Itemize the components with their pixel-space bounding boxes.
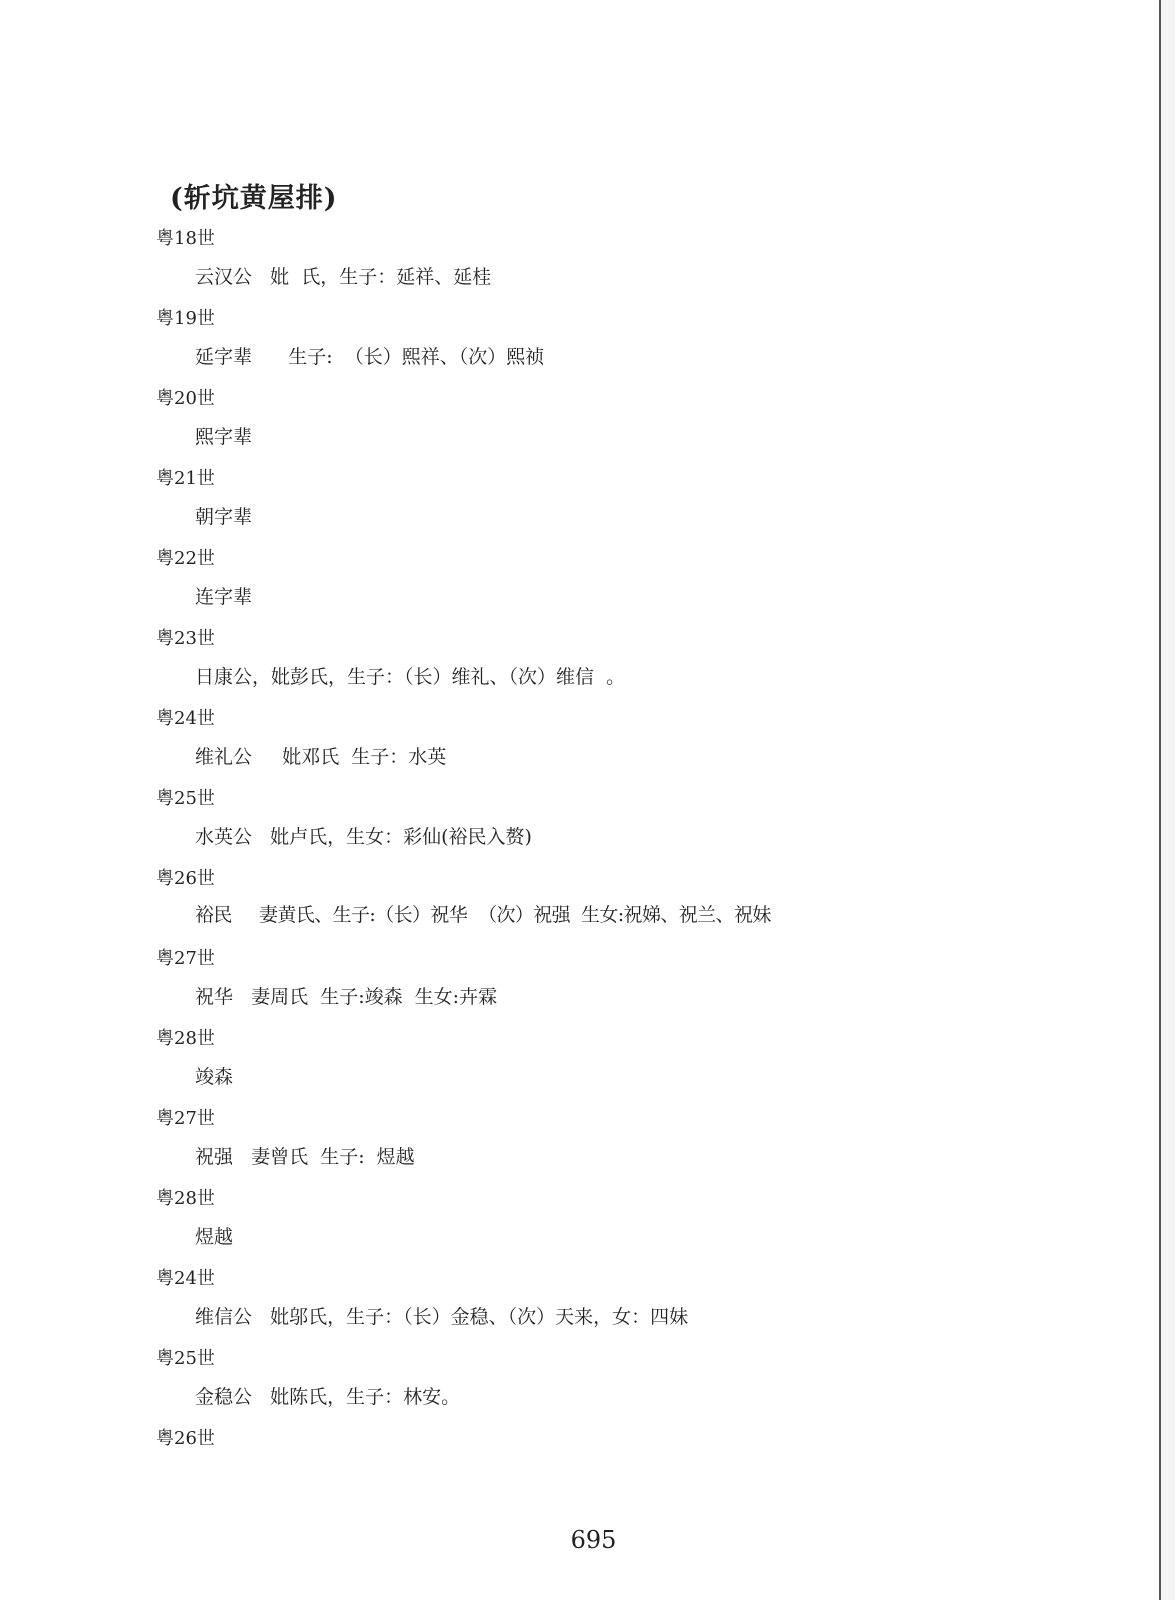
genealogy-entry: 竣森 [195,1066,234,1088]
genealogy-entry: 祝华 妻周氏 生子:竣森 生女:卉霖 [195,986,498,1008]
generation-label: 粤28世 [156,1188,215,1209]
generation-label: 粤24世 [156,708,215,729]
generation-label: 粤18世 [156,228,215,249]
generation-label: 粤22世 [156,548,215,569]
genealogy-entry: 维礼公 妣邓氏 生子：水英 [195,746,447,768]
generation-label: 粤21世 [156,468,215,489]
generation-label: 粤25世 [156,1348,215,1369]
genealogy-entry: 祝强 妻曾氏 生子: 煜越 [195,1146,415,1168]
page-edge [1159,0,1161,1600]
genealogy-entry: 熙字辈 [195,426,253,448]
genealogy-entry: 云汉公 妣 氏，生子：延祥、延桂 [195,266,492,288]
generation-label: 粤27世 [156,1108,215,1129]
generation-label: 粤27世 [156,948,215,969]
page-number: 695 [570,1526,617,1554]
section-title: (斩坑黄屋排) [170,183,338,214]
generation-label: 粤19世 [156,308,215,329]
genealogy-entry: 水英公 妣卢氏，生女：彩仙(裕民入赘) [195,826,532,848]
genealogy-entry: 朝字辈 [195,506,253,528]
generation-label: 粤25世 [156,788,215,809]
generation-label: 粤28世 [156,1028,215,1049]
genealogy-entry: 金稳公 妣陈氏，生子：林安。 [195,1386,461,1408]
generation-label: 粤26世 [156,1428,215,1449]
genealogy-entry: 连字辈 [195,586,253,608]
generation-label: 粤26世 [156,868,215,889]
genealogy-entry: 延字辈 生子: （长）熙祥、（次）熙祯 [195,346,545,368]
generation-label: 粤23世 [156,628,215,649]
generation-label: 粤20世 [156,388,215,409]
page-edge-shadow [1161,0,1175,1600]
genealogy-entry: 裕民 妻黄氏、生子:（长）祝华 （次）祝强 生女:祝娣、祝兰、祝妹 [195,904,771,926]
genealogy-entry: 维信公 妣邬氏，生子：（长）金稳、（次）天来，女：四妹 [195,1306,689,1328]
genealogy-entry: 煜越 [195,1226,234,1248]
generation-label: 粤24世 [156,1268,215,1289]
genealogy-entry: 日康公，妣彭氏，生子：（长）维礼、（次）维信 。 [195,666,626,688]
